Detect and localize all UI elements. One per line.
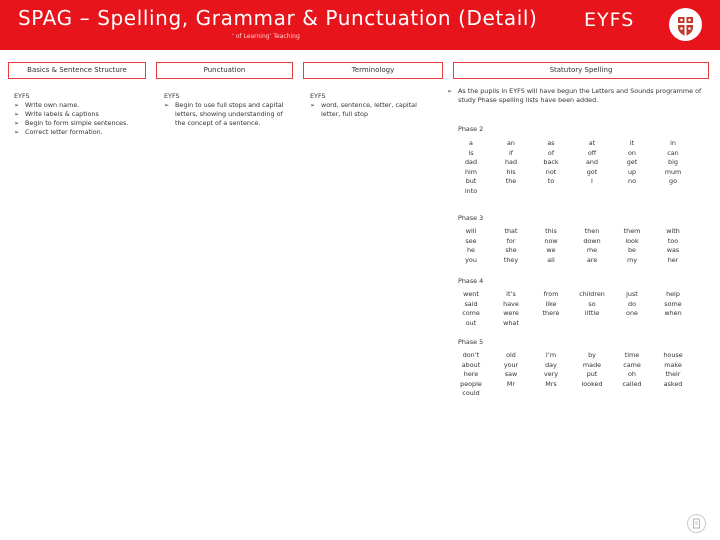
spelling-word: about xyxy=(461,360,481,369)
spelling-word: go xyxy=(669,177,677,185)
terminology-heading: Terminology xyxy=(303,62,443,79)
spelling-word: him xyxy=(464,167,478,176)
spelling-word: don’t xyxy=(462,351,480,359)
word-column xyxy=(575,227,609,265)
spelling-word: is xyxy=(468,148,474,157)
word-column xyxy=(454,139,488,196)
spelling-word: me xyxy=(586,246,598,254)
spelling-heading: Statutory Spelling xyxy=(453,62,709,79)
spelling-word: it’s xyxy=(506,290,516,298)
spelling-word: them xyxy=(623,227,641,235)
spelling-word: my xyxy=(626,255,637,264)
spelling-word: little xyxy=(584,309,600,317)
punctuation-heading: Punctuation xyxy=(156,62,293,79)
spelling-word: dad xyxy=(464,158,478,166)
spelling-word: now xyxy=(544,236,558,245)
spelling-word: there xyxy=(542,309,560,317)
punctuation-stage: EYFS xyxy=(164,92,180,100)
spelling-word: and xyxy=(585,158,599,166)
spelling-word: from xyxy=(543,290,559,298)
word-column xyxy=(615,290,649,319)
spelling-word: all xyxy=(547,255,555,264)
basics-stage: EYFS xyxy=(14,92,30,100)
spelling-word: had xyxy=(504,158,518,166)
word-column xyxy=(534,227,568,265)
spelling-word: then xyxy=(584,227,600,235)
page-subtitle: ‘ of Learning’ Teaching xyxy=(232,33,300,40)
word-column xyxy=(615,351,649,389)
word-column xyxy=(534,351,568,389)
word-column xyxy=(656,227,690,265)
basics-heading: Basics & Sentence Structure xyxy=(8,62,146,79)
word-column xyxy=(575,290,609,319)
terminology-stage: EYFS xyxy=(310,92,326,100)
spelling-word: if xyxy=(508,148,514,157)
word-column xyxy=(494,351,528,389)
spelling-word: out xyxy=(465,318,477,327)
spelling-word: said xyxy=(464,299,478,308)
spelling-word: children xyxy=(579,290,605,298)
spelling-word: one xyxy=(626,309,638,317)
spelling-word: as xyxy=(547,139,555,147)
basics-content xyxy=(14,92,150,137)
word-column xyxy=(454,351,488,399)
spelling-word: so xyxy=(588,299,596,308)
spelling-word: he xyxy=(467,246,475,254)
spelling-word: Mrs xyxy=(545,379,557,388)
spelling-word: up xyxy=(627,167,637,176)
spelling-word: called xyxy=(622,379,642,388)
spelling-word: were xyxy=(503,309,519,317)
phase-label: Phase 4 xyxy=(458,277,484,285)
page-navigation-icon[interactable] xyxy=(687,514,706,533)
terminology-item: ➢ word, sentence, letter, capital letter, full stop xyxy=(310,101,432,119)
spelling-word: mum xyxy=(664,167,682,176)
spelling-word: some xyxy=(664,299,682,308)
spelling-word: looked xyxy=(581,379,603,388)
punctuation-content xyxy=(164,92,294,128)
spelling-word: have xyxy=(503,299,519,308)
spelling-word: your xyxy=(503,360,519,369)
spelling-word: down xyxy=(583,236,601,245)
spelling-word: come xyxy=(462,309,480,317)
word-column xyxy=(615,139,649,187)
spelling-word: this xyxy=(545,227,557,235)
spelling-word: I xyxy=(591,177,593,185)
word-column xyxy=(534,290,568,319)
basics-item: ➢ Write own name. xyxy=(14,101,150,110)
phase-label: Phase 2 xyxy=(458,125,484,133)
header-banner xyxy=(0,0,720,50)
spelling-word: like xyxy=(545,299,557,308)
spelling-word: the xyxy=(505,177,517,185)
spelling-word: an xyxy=(507,139,515,147)
word-column xyxy=(494,290,528,328)
spelling-word: oh xyxy=(628,370,636,378)
school-crest-icon xyxy=(669,8,702,41)
spelling-word: big xyxy=(668,158,678,166)
spelling-word: a xyxy=(469,139,473,147)
spelling-word: will xyxy=(465,227,477,235)
basics-item: ➢ Correct letter formation. xyxy=(14,128,150,137)
spelling-word: just xyxy=(626,290,638,298)
spelling-word: what xyxy=(503,318,519,327)
spelling-word: they xyxy=(503,255,519,264)
spelling-word: in xyxy=(670,139,676,147)
spelling-word: not xyxy=(545,167,557,176)
punctuation-item: ➢ Begin to use full stops and capital letters, showing understanding of the concept of a sentence. xyxy=(164,101,294,128)
spelling-word: it xyxy=(629,139,635,147)
spelling-word: of xyxy=(547,148,555,157)
basics-item: ➢ Write labels & captions xyxy=(14,110,150,119)
spelling-word: house xyxy=(663,351,683,359)
spelling-word: do xyxy=(628,299,636,308)
spelling-word: asked xyxy=(663,379,683,388)
word-column xyxy=(454,290,488,328)
word-column xyxy=(494,227,528,265)
spelling-word: can xyxy=(667,148,679,157)
spelling-word: but xyxy=(465,177,477,185)
spelling-word: by xyxy=(588,351,596,359)
spelling-word: with xyxy=(666,227,680,235)
spelling-intro: ➢ As the pupils in EYFS will have begun the Letters and Sounds programme of study Phase spelling lists have been added. xyxy=(447,87,702,105)
page-title: SPAG – Spelling, Grammar & Punctuation (Detail) xyxy=(18,6,538,30)
spelling-word: I’m xyxy=(545,351,557,359)
spelling-word: time xyxy=(624,351,640,359)
word-column xyxy=(615,227,649,265)
spelling-word: she xyxy=(505,246,517,254)
spelling-word: that xyxy=(504,227,518,235)
word-column xyxy=(656,139,690,187)
word-column xyxy=(494,139,528,187)
spelling-word: could xyxy=(462,389,480,397)
spelling-word: came xyxy=(623,360,641,369)
word-column xyxy=(656,351,690,389)
spelling-word: saw xyxy=(504,370,518,378)
word-column xyxy=(534,139,568,187)
phase-label: Phase 5 xyxy=(458,338,484,346)
spelling-word: people xyxy=(460,379,482,388)
spelling-word: her xyxy=(667,255,679,264)
spelling-word: went xyxy=(463,290,479,298)
spelling-word: on xyxy=(628,148,636,157)
spelling-word: help xyxy=(666,290,680,298)
spelling-word: be xyxy=(628,246,636,254)
terminology-content xyxy=(310,92,432,119)
spelling-word: their xyxy=(665,370,681,378)
spelling-word: to xyxy=(547,177,555,185)
spelling-word: put xyxy=(586,370,598,378)
spelling-word: was xyxy=(666,246,680,254)
spelling-word: made xyxy=(582,360,602,369)
spelling-word: old xyxy=(506,351,516,359)
spelling-word: off xyxy=(587,148,597,157)
spelling-word: too xyxy=(667,236,679,245)
spelling-word: here xyxy=(463,370,479,378)
spelling-word: make xyxy=(664,360,682,369)
word-column xyxy=(575,139,609,187)
spelling-word: his xyxy=(506,167,516,176)
spelling-word: for xyxy=(506,236,516,245)
spelling-word: we xyxy=(546,246,556,254)
spelling-word: very xyxy=(543,370,559,378)
spelling-word: Mr xyxy=(506,379,516,388)
word-column xyxy=(656,290,690,319)
word-column xyxy=(454,227,488,265)
spelling-word: into xyxy=(464,186,478,195)
spelling-word: at xyxy=(588,139,596,147)
phase-label: Phase 3 xyxy=(458,214,484,222)
spelling-word: are xyxy=(586,255,598,264)
spelling-word: day xyxy=(545,360,557,369)
basics-item: ➢ Begin to form simple sentences. xyxy=(14,119,150,128)
spelling-word: got xyxy=(586,167,598,176)
stage-label: EYFS xyxy=(584,9,635,31)
spelling-word: no xyxy=(628,177,636,185)
spelling-word: back xyxy=(543,158,559,166)
spelling-word: get xyxy=(626,158,638,166)
spelling-word: see xyxy=(465,236,477,245)
word-column xyxy=(575,351,609,389)
spelling-word: you xyxy=(465,255,477,264)
spelling-word: look xyxy=(625,236,639,245)
spelling-word: when xyxy=(664,309,682,317)
